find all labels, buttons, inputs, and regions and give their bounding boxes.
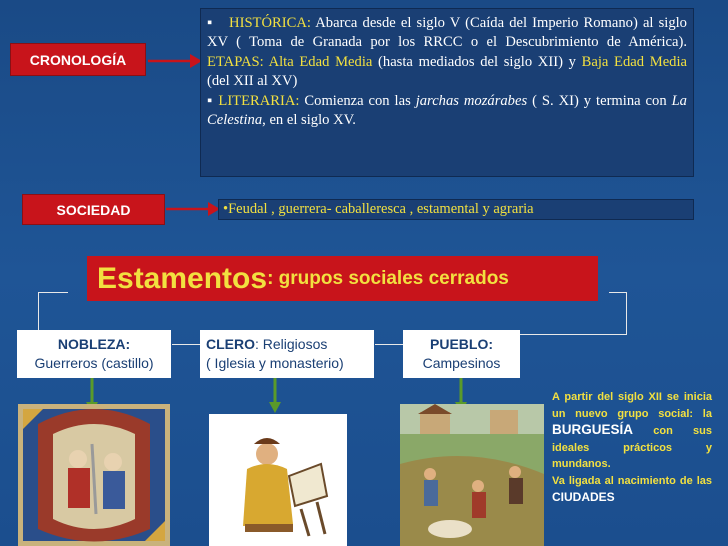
literaria-text-2: ( S. XI) y termina con (527, 92, 672, 109)
nobleza-text: Guerreros (castillo) (34, 355, 154, 371)
historica-text: Abarca desde el siglo V (Caída del Imperio Romano) al siglo XV ( Toma de Granada por los RRCC o el Descubrimiento de América). (207, 15, 687, 51)
literaria-text-3: , en el siglo XV. (262, 112, 356, 129)
baja-label: Baja Edad Media (581, 53, 688, 70)
connector-1 (172, 344, 200, 345)
cronologia-arrow-icon (148, 51, 202, 71)
historica-box (200, 8, 694, 177)
pueblo-illustration (400, 404, 544, 546)
nobleza-illustration (18, 404, 170, 546)
nobleza-title: NOBLEZA: (57, 336, 131, 352)
bracket-right-bottom (520, 334, 627, 335)
burguesia-text (552, 389, 712, 507)
title-sub: : grupos sociales cerrados (267, 267, 509, 289)
clero-text-2: ( Iglesia y monasterio) (206, 355, 344, 371)
historica-label: HISTÓRICA: (229, 15, 311, 31)
burguesia-text-2: con sus ideales prácticos y mundanos. (552, 425, 712, 470)
bracket-left-h (38, 292, 68, 293)
literaria-label: LITERARIA: (213, 92, 300, 109)
estamentos-title (87, 256, 598, 301)
title-main: Estamentos (97, 261, 268, 295)
clero-down-arrow-icon (267, 378, 283, 414)
clero-text: : Religiosos (255, 336, 328, 352)
pueblo-box (403, 330, 520, 378)
bracket-right-h (609, 292, 627, 293)
bracket-right-v (626, 292, 627, 334)
etapas-label: ETAPAS: Alta Edad Media (207, 53, 373, 70)
pueblo-text: Campesinos (422, 355, 501, 371)
jarchas-text: jarchas mozárabes (415, 92, 528, 109)
sociedad-arrow-icon (166, 199, 220, 219)
sociedad-label: SOCIEDAD (22, 194, 165, 225)
burguesia-text-1: A partir del siglo XII se inicia un nuevo grupo social: la (552, 391, 712, 420)
burguesia-text-3: Va ligada al nacimiento de las (552, 474, 712, 487)
clero-title: CLERO (206, 336, 255, 352)
literaria-text: Comienza con las (299, 92, 416, 109)
connector-2 (375, 344, 403, 345)
pueblo-title: PUEBLO: (430, 336, 493, 352)
sociedad-text: •Feudal , guerrera- caballeresca , estamental y agraria (218, 199, 694, 220)
cronologia-label: CRONOLOGÍA (10, 43, 146, 76)
historica-bullet: ▪ (207, 15, 214, 31)
alta-text: (hasta mediados del siglo XII) y (372, 53, 582, 70)
nobleza-box (17, 330, 171, 378)
baja-text: (del XII al XV) (207, 73, 298, 90)
burguesia-word: BURGUESÍA (552, 422, 634, 437)
ciudades-word: CIUDADES (552, 490, 615, 504)
bracket-left-v (38, 292, 39, 330)
clero-box (200, 330, 374, 378)
celestina-text: La Celestina (207, 92, 687, 129)
literaria-bullet: ▪ (207, 92, 214, 109)
clero-illustration (209, 414, 347, 546)
